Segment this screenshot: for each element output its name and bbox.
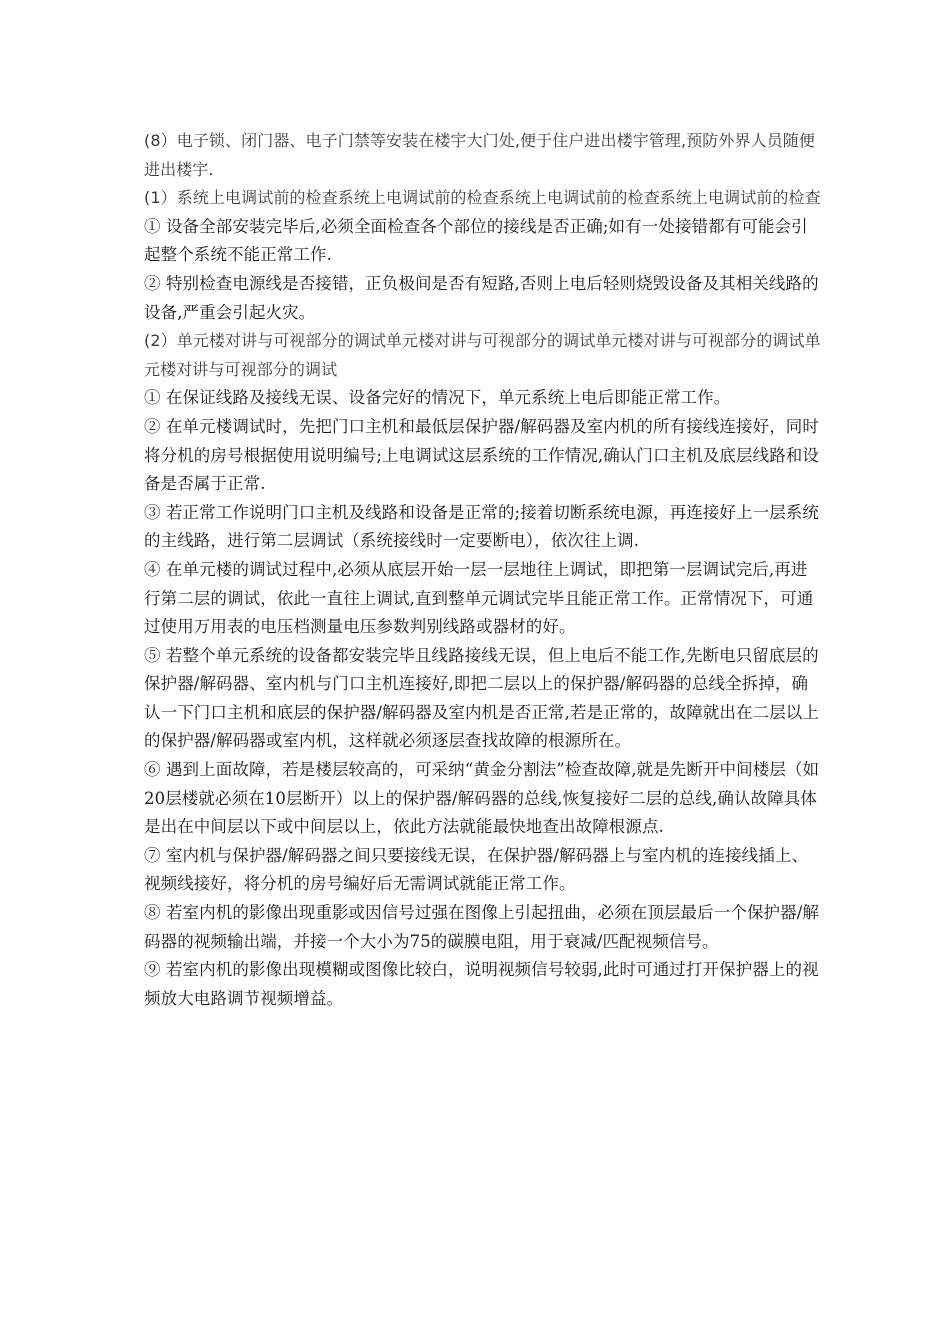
section-heading-power-check: (1）系统上电调试前的检查系统上电调试前的检查系统上电调试前的检查系统上电调试前的检查	[144, 188, 821, 208]
paragraph-normal-operation: ① 在保证线路及接线无误、设备完好的情况下，单元系统上电后即能正常工作。	[144, 388, 731, 408]
paragraph-fault-isolation: ⑤ 若整个单元系统的设备都安装完毕且线路接线无误，但上电后不能工作,先断电只留底层的保护器/解码器、室内机与门口主机连接好,即把二层以上的保护器/解码器的总线全拆掉，确认一下门口主机和底层的保护器/解码器及室内机是否正常,若是正常的，故障就出在二层以上的保护器/解码器或室内机，这样就必须逐层查找故障的根源所在。	[144, 645, 820, 751]
paragraph-8-entrance-devices: (8）电子锁、闭门器、电子门禁等安装在楼宇大门处,便于住户进出楼宇管理,预防外界人员随便进出楼宇.	[144, 131, 815, 179]
paragraph-indoor-unit-wiring: ⑦ 室内机与保护器/解码器之间只要接线无误，在保护器/解码器上与室内机的连接线插上、视频线接好，将分机的房号编好后无需调试就能正常工作。	[144, 845, 809, 894]
section-heading-intercom-debug: (2）单元楼对讲与可视部分的调试单元楼对讲与可视部分的调试单元楼对讲与可视部分的调试单元楼对讲与可视部分的调试	[144, 331, 821, 379]
paragraph-check-wiring: ① 设备全部安装完毕后,必须全面检查各个部位的接线是否正确;如有一处接错都有可能会引起整个系统不能正常工作.	[144, 216, 808, 265]
paragraph-next-floor-debug: ③ 若正常工作说明门口主机及线路和设备是正常的;接着切断系统电源，再连接好上一层系统的主线路，进行第二层调试（系统接线时一定要断电），依次往上调.	[144, 502, 820, 551]
paragraph-weak-signal-fix: ⑨ 若室内机的影像出现模糊或图像比较白，说明视频信号较弱,此时可通过打开保护器上的视频放大电路调节视频增益。	[144, 960, 819, 1008]
paragraph-check-power-line: ② 特别检查电源线是否接错，正负极间是否有短路,否则上电后轻则烧毁设备及其相关线路的设备,严重会引起火灾。	[144, 273, 819, 322]
paragraph-ghost-image-fix: ⑧ 若室内机的影像出现重影或因信号过强在图像上引起扭曲，必须在顶层最后一个保护器/解码器的视频输出端，并接一个大小为75的碳膜电阻，用于衰减/匹配视频信号。	[144, 903, 820, 951]
document-body	[144, 127, 824, 1013]
paragraph-golden-section-method: ⑥ 遇到上面故障，若是楼层较高的，可采纳“黄金分割法”检查故障,就是先断开中间楼层（如20层楼就必须在10层断开）以上的保护器/解码器的总线,恢复接好二层的总线,确认故障具体是出在中间层以下或中间层以上，依此方法就能最快地查出故障根源点.	[144, 760, 820, 837]
paragraph-layer-by-layer: ④ 在单元楼的调试过程中,必须从底层开始一层一层地往上调试，即把第一层调试完后,再进行第二层的调试，依此一直往上调试,直到整单元调试完毕且能正常工作。正常情况下，可通过使用万用表的电压档测量电压参数判别线路或器材的好。	[144, 559, 814, 637]
paragraph-first-floor-debug: ② 在单元楼调试时，先把门口主机和最低层保护器/解码器及室内机的所有接线连接好，同时将分机的房号根据使用说明编号;上电调试这层系统的工作情况,确认门口主机及底层线路和设备是否属于正常.	[144, 416, 820, 494]
